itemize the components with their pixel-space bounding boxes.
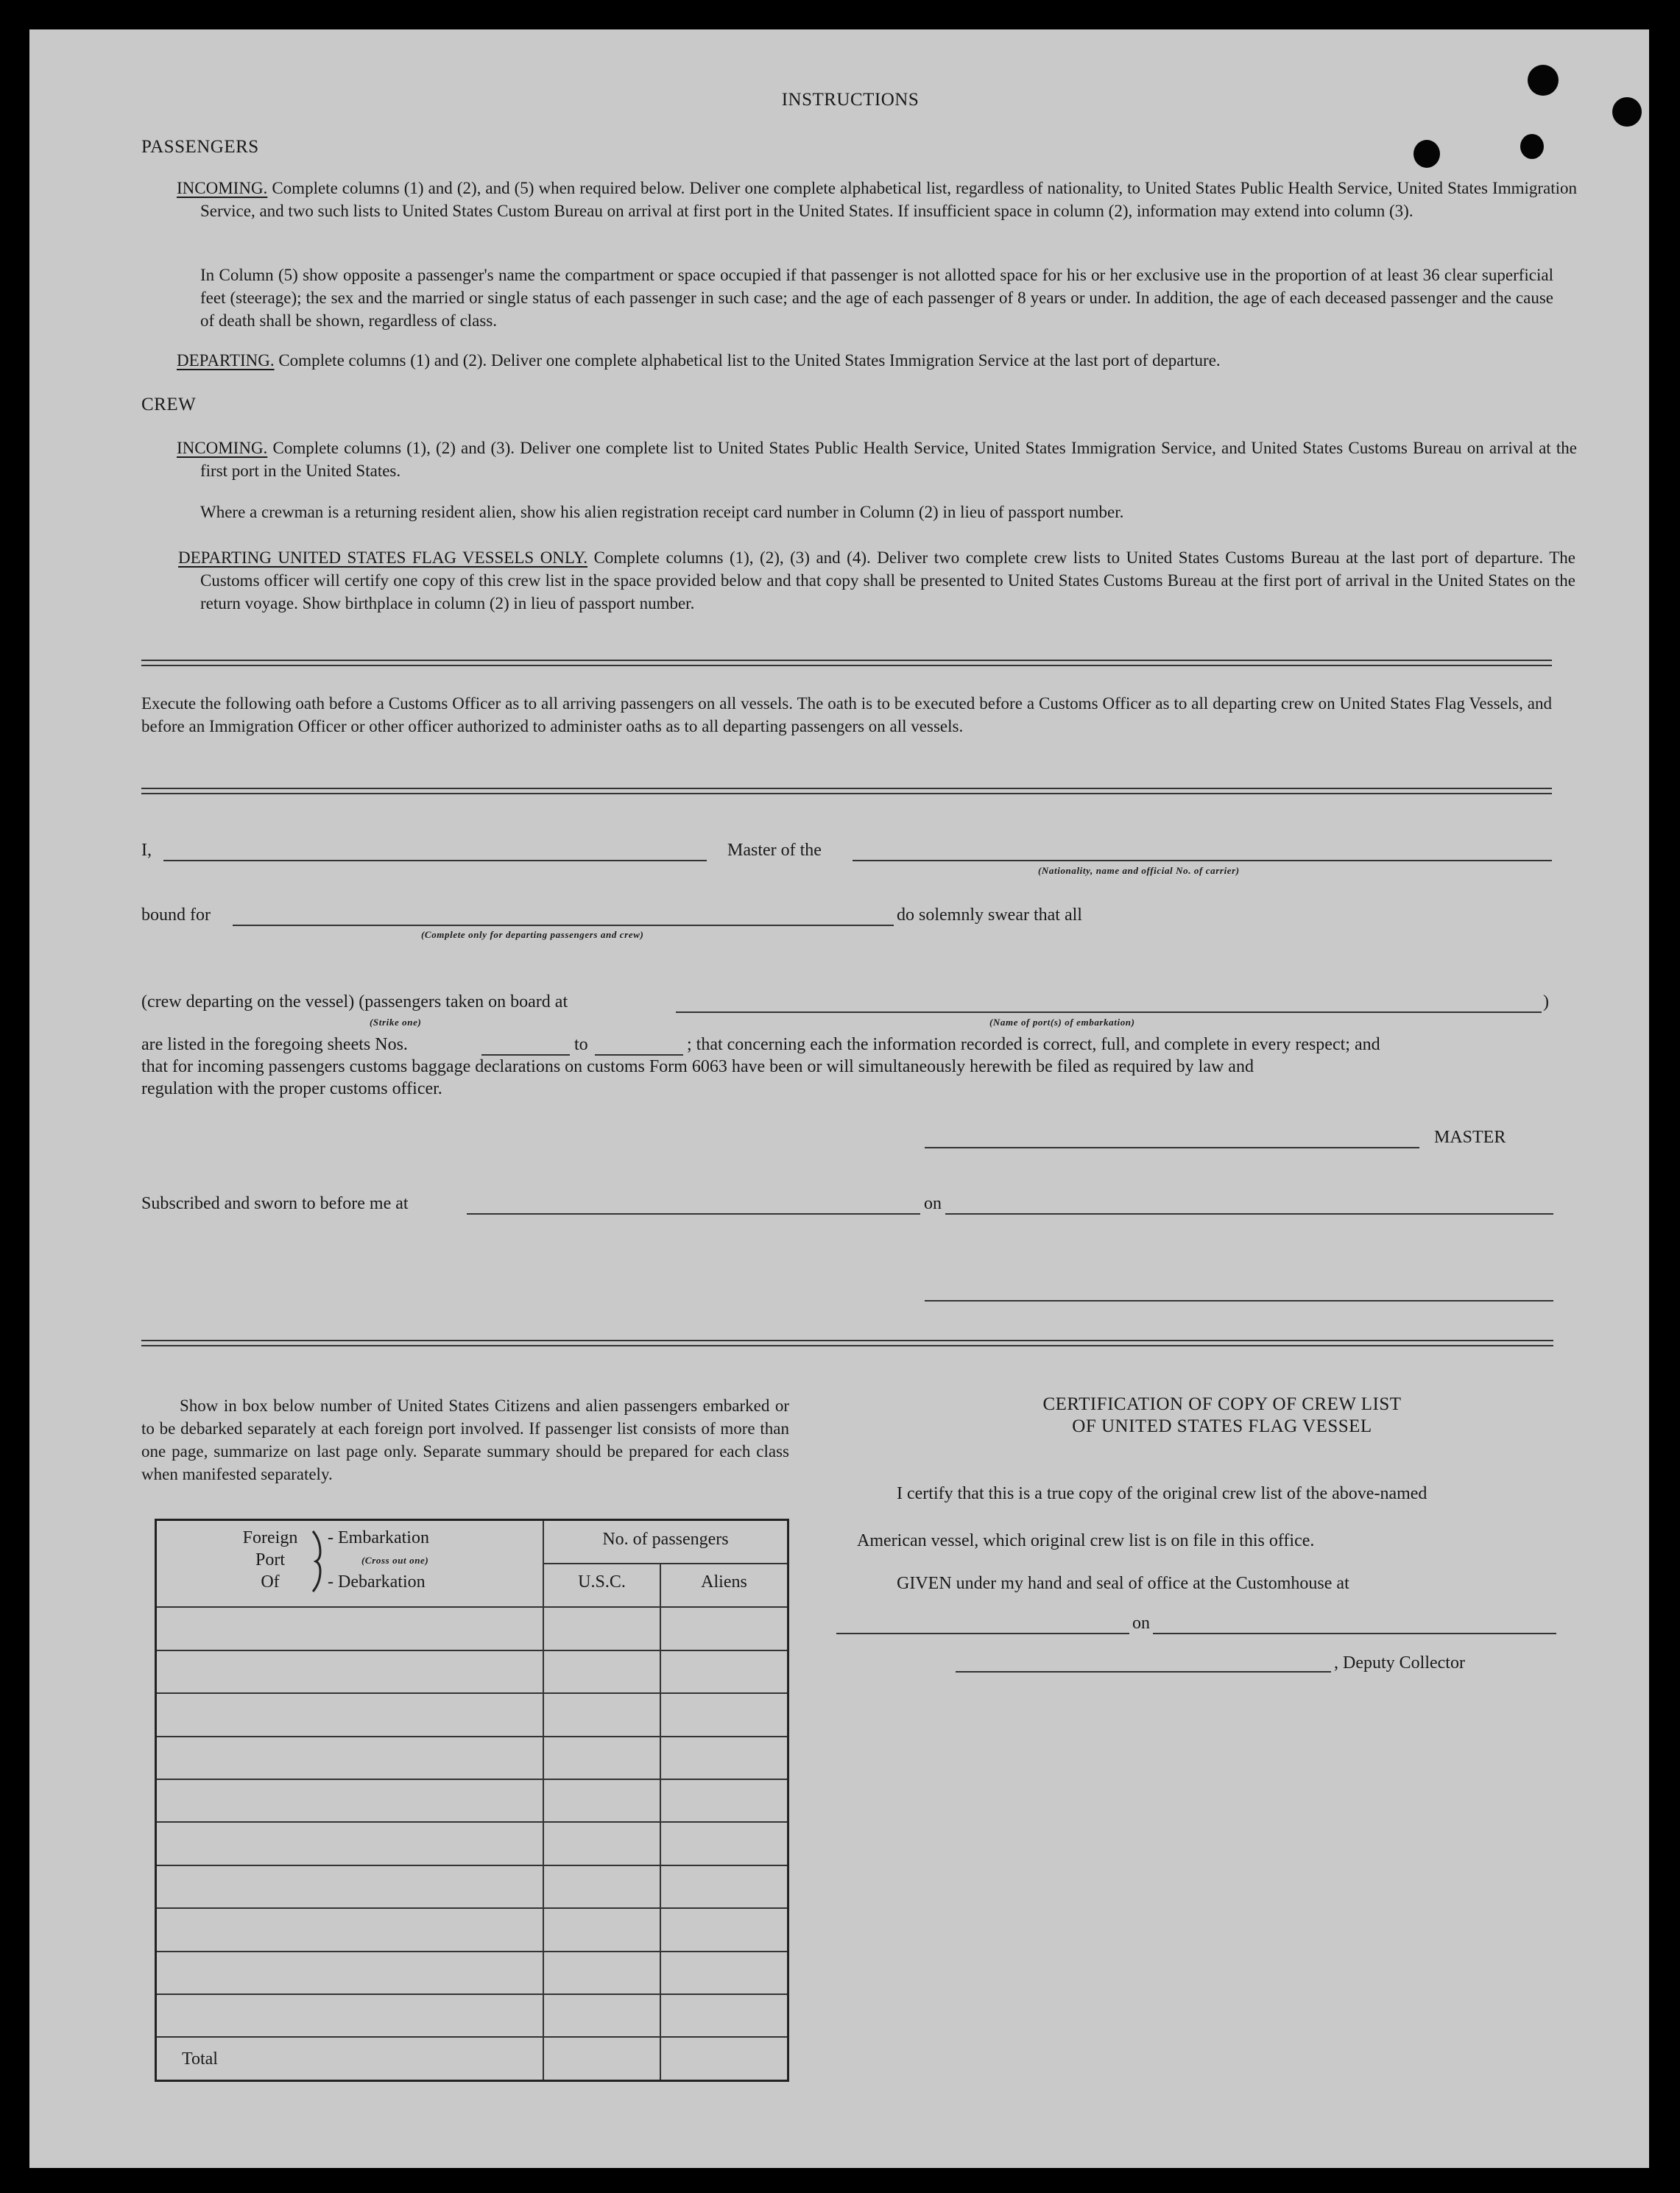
- passengers-heading: PASSENGERS: [141, 137, 259, 157]
- subscribed-label: Subscribed and sworn to before me at: [141, 1194, 409, 1213]
- passengers-departing-paragraph: [177, 349, 1553, 372]
- sheet-from-field[interactable]: [481, 1054, 570, 1056]
- column5-paragraph: In Column (5) show opposite a passenger's name the compartment or space occupied if that passenger is not allotted space for his or her exclusive use in the proportion of at least 36 clear superficial feet (steerage); the sex and the married or single status of each passenger in such case; and the age of each passenger of 8 years or under. In addition, the age of each deceased passenger and the cause of death shall be shown, regardless of class.: [200, 266, 1553, 330]
- swear-label: do solemnly swear that all: [897, 905, 1082, 925]
- passengers-incoming-paragraph: [177, 177, 1577, 222]
- sworn-place-field[interactable]: [467, 1213, 920, 1215]
- oath-name-field[interactable]: [163, 860, 707, 861]
- departing-text: Complete columns (1) and (2). Deliver one complete alphabetical list to the United States Immigration Service at the last port of departure.: [278, 351, 1221, 370]
- certification-title-1: CERTIFICATION OF COPY OF CREW LIST: [1042, 1394, 1402, 1414]
- embarkation-port-field[interactable]: [676, 1011, 1542, 1013]
- certification-on-label: on: [1132, 1614, 1150, 1633]
- crew-incoming-label: INCOMING.: [177, 439, 268, 457]
- passenger-summary-table: [155, 1519, 789, 2082]
- master-signature-field[interactable]: [925, 1147, 1419, 1148]
- header-passengers: No. of passengers: [602, 1530, 729, 1549]
- certification-place-field[interactable]: [836, 1633, 1129, 1634]
- divider: [141, 660, 1552, 666]
- departing-label: DEPARTING.: [177, 351, 275, 370]
- sworn-date-field[interactable]: [945, 1213, 1553, 1215]
- sworn-on-label: on: [924, 1194, 942, 1213]
- divider: [141, 1340, 1553, 1346]
- oath-instruction: Execute the following oath before a Customs Officer as to all arriving passengers on all vessels. The oath is to be executed before a Customs Officer as to all departing crew on United States Flag Vessels, and before an Immigration Officer or other officer authorized to administer oaths as to all departing passengers on all vessels.: [141, 694, 1552, 735]
- crew-incoming-text: Complete columns (1), (2) and (3). Deliver one complete list to United States Public Health Service, United States Immigration Service, and United States Customs Bureau on arrival at the first port in the United States.: [200, 439, 1577, 480]
- port-caption: (Name of port(s) of embarkation): [989, 1017, 1135, 1028]
- officer-signature-field[interactable]: [925, 1300, 1553, 1302]
- master-label: MASTER: [1434, 1128, 1506, 1147]
- to-label: to: [574, 1035, 588, 1054]
- carrier-field[interactable]: [853, 860, 1552, 861]
- sheet-to-field[interactable]: [595, 1054, 683, 1056]
- header-aliens: Aliens: [701, 1572, 747, 1592]
- punch-hole: [1520, 134, 1544, 159]
- bound-for-label: bound for: [141, 905, 211, 925]
- header-embarkation: - Embarkation: [328, 1528, 429, 1547]
- crew-departing-choice: (crew departing on the vessel) (passengers taken on board at: [141, 992, 568, 1011]
- certification-date-field[interactable]: [1153, 1633, 1556, 1634]
- oath-i-label: I,: [141, 841, 152, 860]
- header-port: Port: [255, 1550, 285, 1569]
- deputy-collector-label: , Deputy Collector: [1334, 1653, 1465, 1673]
- bound-for-field[interactable]: [233, 925, 894, 926]
- header-of: Of: [261, 1572, 280, 1592]
- summary-instruction: Show in box below number of United States Citizens and alien passengers embarked or to be debarked separately at each foreign port involved. If passenger list consists of more than one page, summarize on last page only. Separate summary should be prepared for each class when manifested separately.: [141, 1396, 789, 1483]
- header-usc: U.S.C.: [578, 1572, 626, 1592]
- incoming-text: Complete columns (1) and (2), and (5) when required below. Deliver one complete alphabetical list, regardless of nationality, to United States Public Health Service, United States Immigration Service, and two such lists to United States Custom Bureau on arrival at first port in the United States. If insufficient space in column (2), information may extend into column (3).: [200, 179, 1578, 220]
- crew-departing-text: Complete columns (1), (2), (3) and (4). Deliver two complete crew lists to United States Customs Bureau at the last port of departure. The Customs officer will certify one copy of this crew list in the space provided below and that copy shall be presented to United States Customs Bureau at the first port of arrival in the United States on the return voyage. Show birthplace in column (2) in lieu of passport number.: [200, 548, 1576, 612]
- close-paren: ): [1543, 992, 1549, 1011]
- header-cross: (Cross out one): [361, 1555, 429, 1566]
- header-foreign: Foreign: [242, 1528, 298, 1547]
- crew-incoming-paragraph: [177, 437, 1577, 482]
- form-sheet: [29, 29, 1649, 2168]
- master-of-label: Master of the: [727, 841, 822, 860]
- certification-line-2: American vessel, which original crew list is on file in this office.: [857, 1531, 1315, 1550]
- crew-alien-paragraph: Where a crewman is a returning resident alien, show his alien registration receipt card number in Column (2) in lieu of passport number.: [200, 503, 1124, 521]
- listed-prefix: are listed in the foregoing sheets Nos.: [141, 1035, 408, 1054]
- strike-caption: (Strike one): [370, 1017, 422, 1028]
- instructions-title: INSTRUCTIONS: [781, 90, 920, 110]
- crew-departing-paragraph: [178, 546, 1575, 615]
- bound-caption: (Complete only for departing passengers and crew): [421, 929, 644, 940]
- divider: [141, 788, 1552, 794]
- deputy-signature-field[interactable]: [956, 1671, 1331, 1673]
- total-label: Total: [182, 2049, 218, 2069]
- crew-heading: CREW: [141, 395, 197, 414]
- listed-line3: regulation with the proper customs officer.: [141, 1079, 442, 1098]
- punch-hole: [1413, 140, 1440, 168]
- certification-title-2: OF UNITED STATES FLAG VESSEL: [1072, 1416, 1372, 1436]
- crew-departing-label: DEPARTING UNITED STATES FLAG VESSELS ONLY.: [178, 548, 588, 567]
- brace-icon: [308, 1530, 326, 1593]
- header-debarkation: - Debarkation: [328, 1572, 426, 1592]
- listed-suffix: ; that concerning each the information recorded is correct, full, and complete in every respect; and: [687, 1035, 1380, 1054]
- carrier-caption: (Nationality, name and official No. of carrier): [1038, 865, 1240, 876]
- certification-line-3: GIVEN under my hand and seal of office at the Customhouse at: [897, 1574, 1349, 1593]
- listed-line2: that for incoming passengers customs baggage declarations on customs Form 6063 have been or will simultaneously herewith be filed as required by law and: [141, 1057, 1254, 1076]
- certification-line-1: I certify that this is a true copy of the original crew list of the above-named: [897, 1484, 1427, 1503]
- incoming-label: INCOMING.: [177, 179, 268, 197]
